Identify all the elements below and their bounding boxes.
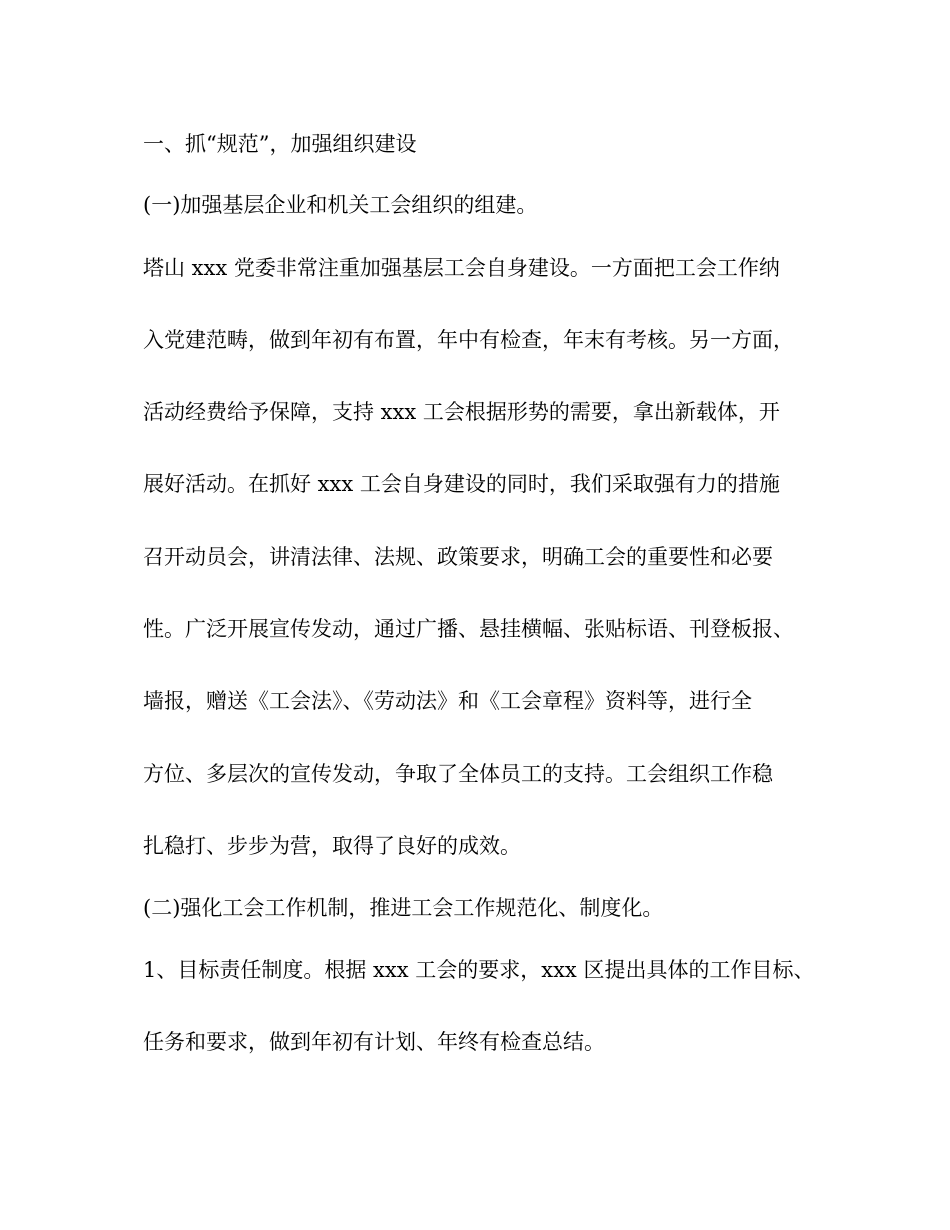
paragraph-line: 方位、多层次的宣传发动，争取了全体员工的支持。工会组织工作稳 — [143, 762, 773, 786]
paragraph-line: 扎稳打、步步为营，取得了良好的成效。 — [143, 834, 521, 858]
paragraph-line: 活动经费给予保障，支持 xxx 工会根据形势的需要，拿出新载体，开 — [143, 400, 780, 424]
subsection-heading: (一)加强基层企业和机关工会组织的组建。 — [143, 193, 538, 217]
paragraph-line: 墙报，赠送《工会法》、《劳动法》和《工会章程》资料等，进行全 — [143, 689, 752, 713]
paragraph-line: 性。广泛开展宣传发动，通过广播、悬挂横幅、张贴标语、刊登板报、 — [143, 617, 794, 641]
paragraph-line: 展好活动。在抓好 xxx 工会自身建设的同时，我们采取强有力的措施 — [143, 472, 780, 496]
paragraph-line: 任务和要求，做到年初有计划、年终有检查总结。 — [143, 1030, 605, 1054]
paragraph-line: 召开动员会，讲清法律、法规、政策要求，明确工会的重要性和必要 — [143, 545, 773, 569]
subsection-heading: (二)强化工会工作机制，推进工会工作规范化、制度化。 — [143, 896, 664, 920]
paragraph-line: 1、目标责任制度。根据 xxx 工会的要求，xxx 区提出具体的工作目标、 — [143, 958, 815, 982]
paragraph-line: 塔山 xxx 党委非常注重加强基层工会自身建设。一方面把工会工作纳 — [143, 256, 780, 280]
paragraph-line: 入党建范畴，做到年初有布置，年中有检查，年末有考核。另一方面， — [143, 328, 794, 352]
section-heading: 一、抓“规范”，加强组织建设 — [143, 132, 417, 156]
